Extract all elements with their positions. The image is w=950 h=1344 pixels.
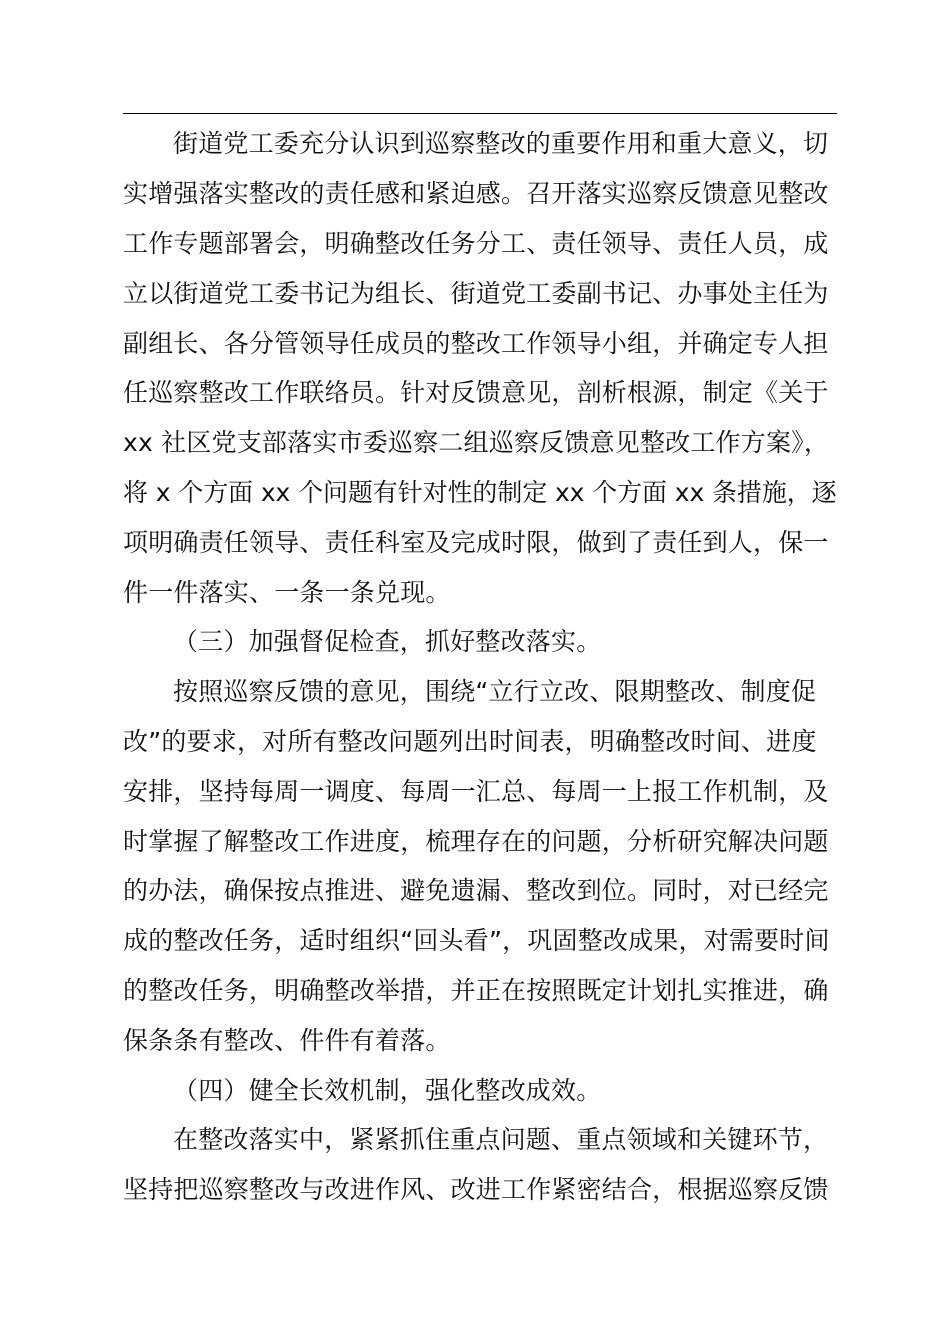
paragraph-line: 项明确责任领导、责任科室及完成时限，做到了责任到人，保一: [123, 528, 829, 557]
paragraph-line: 街道党工委充分认识到巡察整改的重要作用和重大意义，切: [173, 129, 829, 158]
paragraph-line: 将 x 个方面 xx 个问题有针对性的制定 xx 个方面 xx 条措施，逐: [123, 478, 837, 507]
paragraph-line: 工作专题部署会，明确整改任务分工、责任领导、责任人员，成: [123, 229, 829, 258]
paragraph-line: 时掌握了解整改工作进度，梳理存在的问题，分析研究解决问题: [123, 827, 829, 856]
paragraph-line: 实增强落实整改的责任感和紧迫感。召开落实巡察反馈意见整改: [123, 179, 829, 208]
paragraph-line: 按照巡察反馈的意见，围绕“立行立改、限期整改、制度促: [173, 677, 817, 706]
paragraph-line: 任巡察整改工作联络员。针对反馈意见，剖析根源，制定《关于: [123, 378, 829, 407]
paragraph-line: 的整改任务，明确整改举措，并正在按照既定计划扎实推进，确: [123, 976, 829, 1005]
paragraph-line: 安排，坚持每周一调度、每周一汇总、每周一上报工作机制，及: [123, 777, 829, 806]
paragraph-line: 件一件落实、一条一条兑现。: [123, 578, 451, 607]
paragraph-line: 成的整改任务，适时组织“回头看”，巩固整改成果，对需要时间: [123, 926, 830, 955]
paragraph-line: 保条条有整改、件件有着落。: [123, 1026, 451, 1055]
paragraph-line: 改”的要求，对所有整改问题列出时间表，明确整改时间、进度: [123, 727, 817, 756]
paragraph-line: 立以街道党工委书记为组长、街道党工委副书记、办事处主任为: [123, 279, 829, 308]
paragraph-line: 副组长、各分管领导任成员的整改工作领导小组，并确定专人担: [123, 329, 829, 358]
paragraph-line: 在整改落实中，紧紧抓住重点问题、重点领域和关键环节，: [173, 1125, 829, 1154]
header-rule: [123, 113, 837, 114]
section-heading: （三）加强督促检查，抓好整改落实。: [173, 627, 602, 656]
paragraph-line: xx 社区党支部落实市委巡察二组巡察反馈意见整改工作方案》，: [123, 428, 830, 457]
section-heading: （四）健全长效机制，强化整改成效。: [173, 1076, 602, 1105]
paragraph-line: 的办法，确保按点推进、避免遗漏、整改到位。同时，对已经完: [123, 876, 829, 905]
paragraph-line: 坚持把巡察整改与改进作风、改进工作紧密结合，根据巡察反馈: [123, 1175, 829, 1204]
